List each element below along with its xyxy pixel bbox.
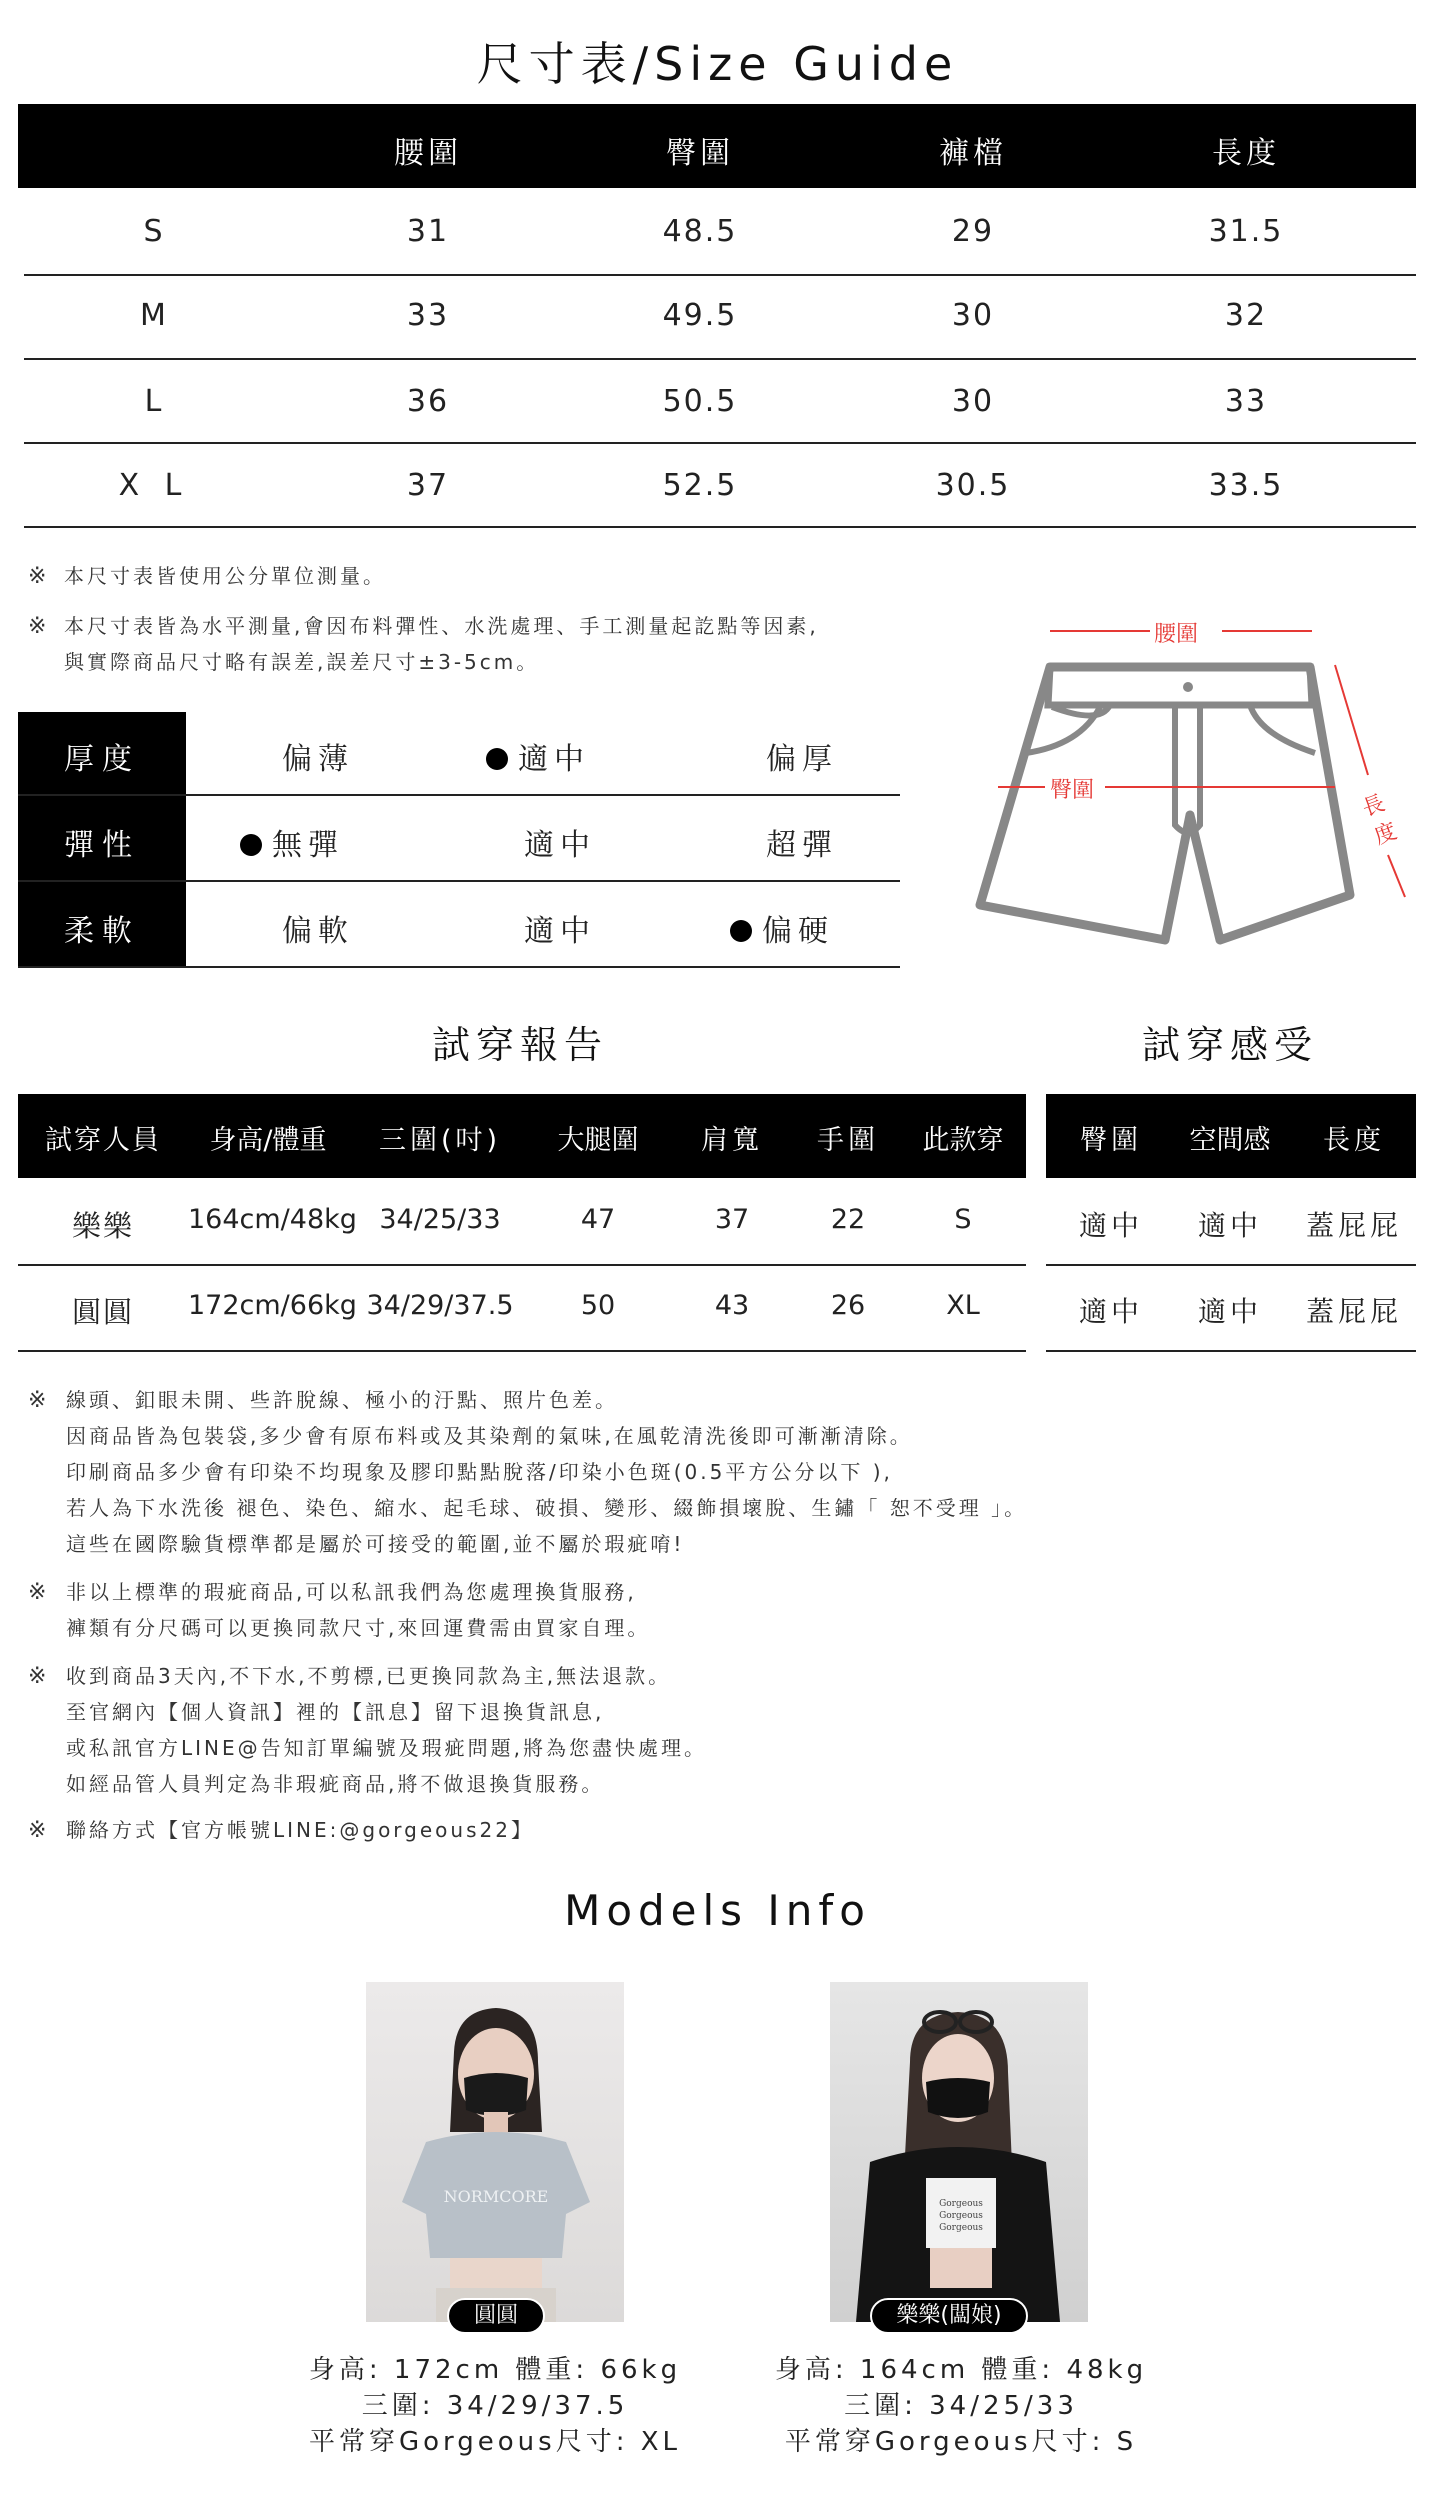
size-value: 33 — [1224, 384, 1268, 419]
note-mark: ※ — [28, 614, 47, 639]
attr-option-selected: 偏硬 — [730, 906, 930, 950]
feel-cell: 蓋屁屁 — [1305, 1209, 1402, 1242]
fit-cell: XL — [946, 1290, 980, 1321]
fit-cell: 37 — [714, 1204, 750, 1235]
policy-line: 這些在國際驗貨標準都是屬於可接受的範圍,並不屬於瑕疵唷! — [66, 1532, 685, 1556]
table-row — [24, 444, 1416, 528]
policy-line: 褲類有分尺碼可以更換同款尺寸,來回運費需由買家自理。 — [66, 1616, 651, 1640]
fit-cell: 34/25/33 — [379, 1204, 501, 1235]
table-row — [1046, 1266, 1416, 1350]
size-value: 29 — [951, 214, 995, 249]
policy-line: 若人為下水洗後 褪色、染色、縮水、起毛球、破損、變形、綴飾損壞脫、生鏽「 恕不受理 」。 — [66, 1496, 1028, 1520]
size-value: 48.5 — [662, 214, 738, 249]
feel-cell: 適中 — [1197, 1209, 1262, 1242]
measure-note-1: 本尺寸表皆使用公分單位測量。 — [64, 564, 386, 588]
model-height-weight: 身高: 172cm 體重: 66kg — [308, 2355, 682, 2385]
table-row — [1046, 1180, 1416, 1264]
svg-text:Gorgeous: Gorgeous — [939, 2211, 983, 2221]
fit-cell: 圓圓 — [71, 1295, 134, 1329]
model-height-weight: 身高: 164cm 體重: 48kg — [774, 2355, 1148, 2385]
attr-option: 偏軟 — [282, 914, 354, 949]
feel-cell: 蓋屁屁 — [1305, 1295, 1402, 1328]
fit-cell: 43 — [714, 1290, 750, 1321]
fit-cell: 50 — [580, 1290, 616, 1321]
size-value: 33.5 — [1208, 468, 1284, 503]
svg-text:Gorgeous: Gorgeous — [939, 2223, 983, 2233]
fit-header: 此款穿 — [922, 1125, 1004, 1156]
contact-line: 聯絡方式【官方帳號LINE:@gorgeous22】 — [66, 1818, 534, 1842]
svg-text:NORMCORE: NORMCORE — [443, 2187, 549, 2206]
models-title: Models Info — [564, 1886, 871, 1935]
fit-cell: 樂樂 — [71, 1209, 134, 1243]
measure-note-2a: 本尺寸表皆為水平測量,會因布料彈性、水洗處理、手工測量起訖點等因素, — [64, 614, 819, 638]
fit-report-header — [18, 1094, 1026, 1178]
size-label: X L — [118, 468, 190, 503]
attr-option: 偏薄 — [282, 742, 354, 777]
model-measurements: 三圍: 34/25/33 — [844, 2391, 1078, 2421]
attr-option: 適中 — [524, 914, 596, 949]
note-mark: ※ — [28, 564, 47, 589]
attr-label-text: 彈性 — [64, 828, 140, 863]
model-figure-icon — [830, 1982, 1088, 2322]
size-value: 49.5 — [662, 298, 738, 333]
note-mark: ※ — [28, 1818, 47, 1843]
fit-cell: 47 — [580, 1204, 616, 1235]
feel-header: 長度 — [1323, 1125, 1385, 1156]
policy-line: 線頭、釦眼未開、些許脫線、極小的汙點、照片色差。 — [66, 1388, 618, 1412]
row-divider — [1046, 1350, 1416, 1352]
selected-dot-icon — [730, 920, 752, 942]
row-divider — [18, 966, 900, 968]
attr-option: 偏厚 — [766, 742, 838, 777]
model-info-2 — [716, 2352, 1206, 2460]
size-label: S — [143, 214, 165, 249]
size-header-length: 長度 — [1212, 136, 1280, 171]
size-value: 30 — [951, 384, 995, 419]
table-row — [24, 276, 1416, 360]
model-photo-2 — [830, 1982, 1088, 2322]
diagram-length-label-2: 度 — [1371, 818, 1401, 850]
model-caption-1: 圓圓 — [447, 2298, 545, 2334]
table-row — [24, 360, 1416, 444]
size-label: L — [144, 384, 164, 419]
size-header-hip: 臀圍 — [666, 136, 734, 171]
svg-text:Gorgeous: Gorgeous — [939, 2199, 983, 2209]
size-table-header — [18, 104, 1416, 188]
attr-label-elasticity — [18, 796, 186, 880]
policy-line: 收到商品3天內,不下水,不剪標,已更換同款為主,無法退款。 — [66, 1664, 672, 1688]
model-usual-size: 平常穿Gorgeous尺寸: S — [784, 2427, 1138, 2457]
attr-label-thickness — [18, 712, 186, 794]
note-mark: ※ — [28, 1580, 47, 1605]
policy-line: 至官網內【個人資訊】裡的【訊息】留下退換貨訊息, — [66, 1700, 605, 1724]
size-value: 50.5 — [662, 384, 738, 419]
model-photo-1 — [366, 1982, 624, 2322]
size-value: 31.5 — [1208, 214, 1284, 249]
selected-dot-icon — [240, 834, 262, 856]
model-figure-icon — [366, 1982, 624, 2322]
policy-line: 如經品管人員判定為非瑕疵商品,將不做退換貨服務。 — [66, 1772, 605, 1796]
size-value: 32 — [1224, 298, 1268, 333]
table-row — [18, 1180, 1026, 1264]
feel-cell: 適中 — [1078, 1295, 1143, 1328]
size-value: 30 — [951, 298, 995, 333]
size-value: 33 — [406, 298, 450, 333]
model-measurements: 三圍: 34/29/37.5 — [361, 2391, 629, 2421]
fit-feel-header — [1046, 1094, 1416, 1178]
fit-header: 三圍(吋) — [378, 1125, 502, 1156]
policy-line: 印刷商品多少會有印染不均現象及膠印點點脫落/印染小色斑(0.5平方公分以下 ), — [66, 1460, 893, 1484]
feel-header: 空間感 — [1189, 1125, 1271, 1156]
attr-option: 超彈 — [766, 828, 838, 863]
table-row — [24, 190, 1416, 274]
diagram-length-label-1: 長 — [1359, 790, 1389, 822]
selected-dot-icon — [486, 748, 508, 770]
size-value: 31 — [406, 214, 450, 249]
fit-cell: 34/29/37.5 — [366, 1290, 514, 1321]
attr-label-text: 厚度 — [64, 742, 140, 777]
fit-report-title: 試穿報告 — [431, 1023, 608, 1067]
fit-cell: 26 — [830, 1290, 866, 1321]
policy-line: 因商品皆為包裝袋,多少會有原布料或及其染劑的氣味,在風乾清洗後即可漸漸清除。 — [66, 1424, 913, 1448]
size-value: 37 — [406, 468, 450, 503]
fit-header: 手圍 — [817, 1125, 879, 1156]
measure-note-2b: 與實際商品尺寸略有誤差,誤差尺寸±3-5cm。 — [64, 650, 540, 674]
model-caption-2: 樂樂(闆娘) — [870, 2298, 1028, 2334]
fit-cell: 22 — [830, 1204, 866, 1235]
fit-header: 肩寬 — [701, 1125, 763, 1156]
attr-label-softness — [18, 882, 186, 966]
note-mark: ※ — [28, 1388, 47, 1413]
row-divider — [24, 526, 1416, 528]
model-info-1 — [250, 2352, 740, 2460]
attr-option-selected: 無彈 — [240, 820, 440, 864]
feel-header: 臀圍 — [1080, 1125, 1142, 1156]
fit-feel-title: 試穿感受 — [1141, 1023, 1318, 1067]
size-value: 52.5 — [662, 468, 738, 503]
size-value: 30.5 — [935, 468, 1011, 503]
fit-cell: 164cm/48kg — [188, 1204, 357, 1235]
policy-line: 非以上標準的瑕疵商品,可以私訊我們為您處理換貨服務, — [66, 1580, 637, 1604]
shorts-outline-icon — [960, 605, 1420, 985]
model-usual-size: 平常穿Gorgeous尺寸: XL — [308, 2427, 682, 2457]
diagram-hip-label: 臀圍 — [1050, 778, 1095, 803]
size-guide-title: 尺寸表/Size Guide — [476, 37, 959, 91]
shorts-diagram — [960, 605, 1420, 985]
fit-header: 試穿人員 — [45, 1125, 161, 1156]
size-value: 36 — [406, 384, 450, 419]
attr-option-selected: 適中 — [486, 734, 686, 778]
attr-label-text: 柔軟 — [64, 914, 140, 949]
diagram-waist-label: 腰圍 — [1154, 622, 1199, 647]
note-mark: ※ — [28, 1664, 47, 1689]
fit-cell: 172cm/66kg — [188, 1290, 357, 1321]
size-label: M — [140, 298, 168, 333]
table-row — [18, 1266, 1026, 1350]
size-header-rise: 褲檔 — [939, 136, 1007, 171]
size-header-waist: 腰圍 — [394, 136, 462, 171]
feel-cell: 適中 — [1197, 1295, 1262, 1328]
attr-option: 適中 — [524, 828, 596, 863]
fit-header: 大腿圍 — [557, 1125, 639, 1156]
row-divider — [18, 1350, 1026, 1352]
fit-cell: S — [954, 1204, 972, 1235]
fit-header: 身高/體重 — [209, 1125, 327, 1156]
feel-cell: 適中 — [1078, 1209, 1143, 1242]
policy-line: 或私訊官方LINE@告知訂單編號及瑕疵問題,將為您盡快處理。 — [66, 1736, 707, 1760]
